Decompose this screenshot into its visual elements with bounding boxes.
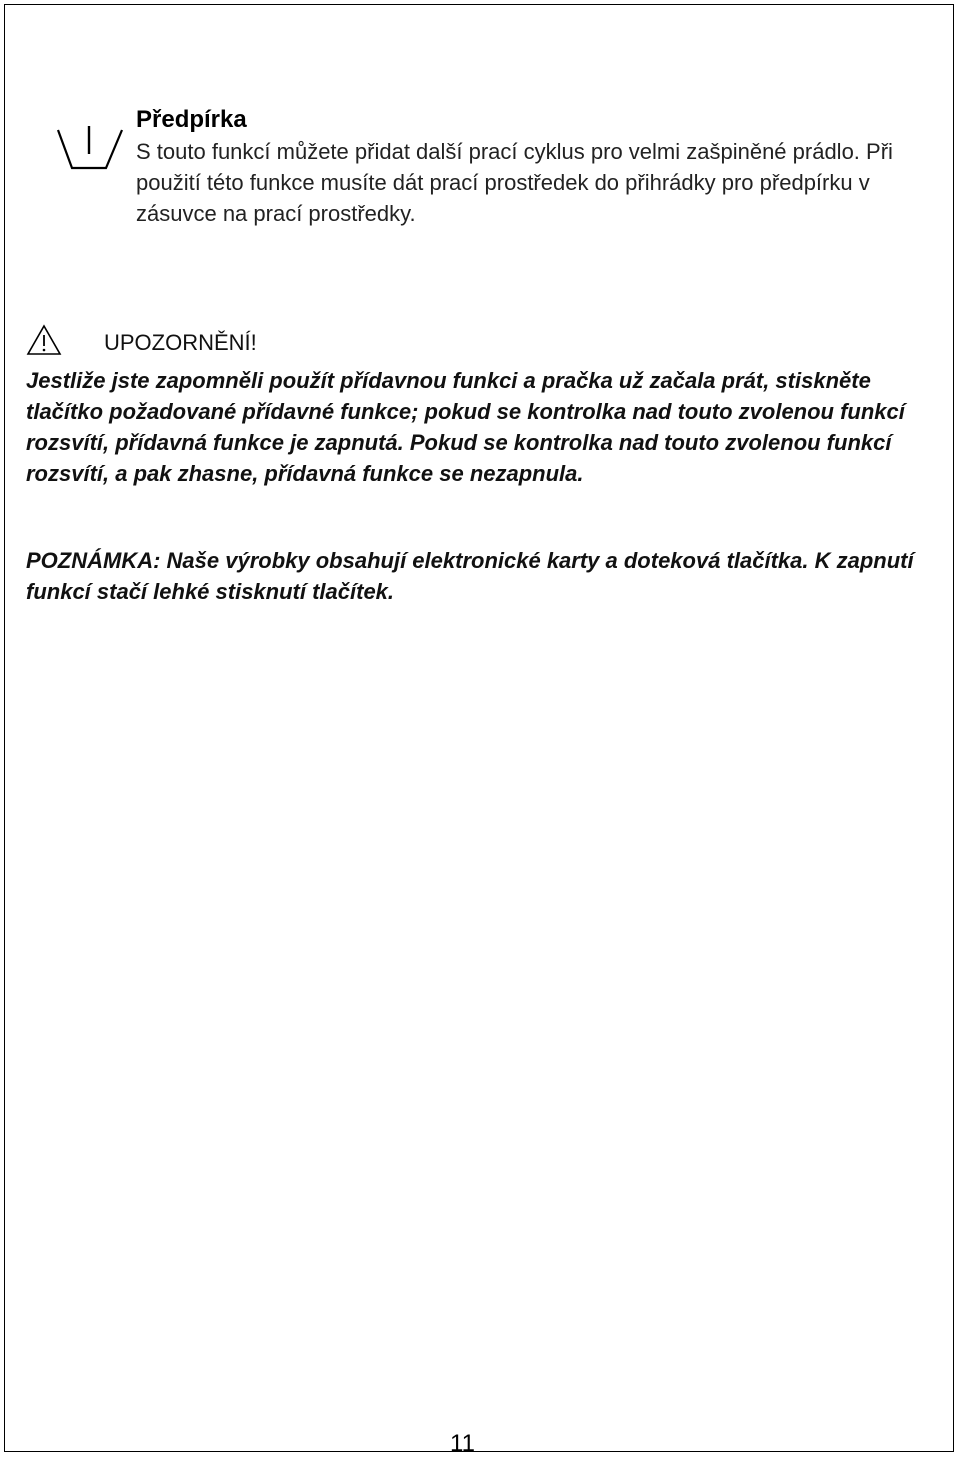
prewash-section xyxy=(136,104,936,229)
prewash-title: Předpírka xyxy=(136,106,247,133)
warning-text: Jestliže jste zapomněli použít přídavnou funkci a pračka už začala prát, stiskněte tlačítko požadované přídavné funkce; pokud se kontrolka nad touto zvolenou funkcí rozsvítí, přídavná funkce je zapnutá. Pokud se kontrolka nad touto zvolenou funkcí rozsvítí, a pak zhasne, přídavná funkce se nezapnula. xyxy=(26,368,905,486)
warning-title: UPOZORNĚNÍ! xyxy=(104,330,257,355)
prewash-tub-icon xyxy=(52,124,132,176)
warning-triangle-icon xyxy=(26,324,62,356)
note-text: POZNÁMKA: Naše výrobky obsahují elektronické karty a doteková tlačítka. K zapnutí funkcí stačí lehké stisknutí tlačítek. xyxy=(26,548,914,604)
warning-header xyxy=(26,316,257,356)
page-number: 11 xyxy=(450,1430,475,1457)
prewash-description: S touto funkcí můžete přidat další prací cyklus pro velmi zašpiněné prádlo. Při použití této funkce musíte dát prací prostředek do přihrádky pro předpírku v zásuvce na prací prostředky. xyxy=(136,139,893,226)
